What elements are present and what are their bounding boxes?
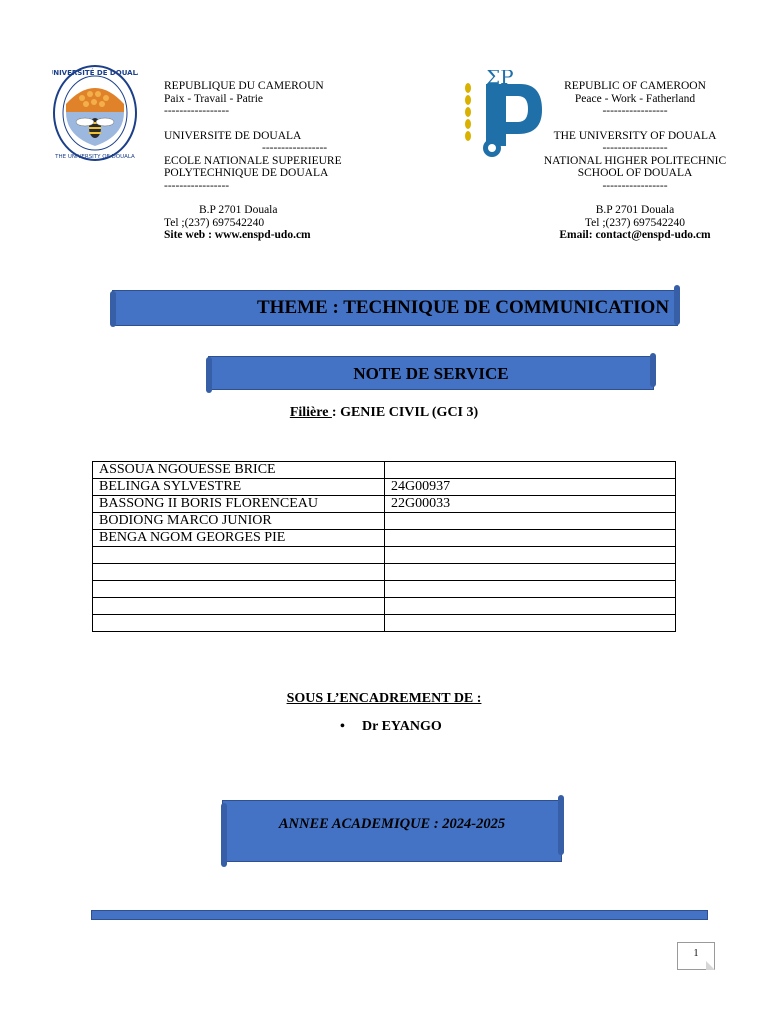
seal-top-text: UNIVERSITÉ DE DOUALA [52,69,138,77]
page-number: 1 [693,948,699,959]
po-box-en: B.P 2701 Douala [595,204,675,216]
country-fr: REPUBLIQUE DU CAMEROUN [164,80,324,92]
school-fr-line2: POLYTECHNIQUE DE DOUALA [164,167,329,179]
page-number-box [677,942,715,970]
filiere-value: : GENIE CIVIL (GCI 3) [331,405,479,420]
school-en-line2: SCHOOL OF DOUALA [577,167,693,179]
university-en: THE UNIVERSITY OF DOUALA [553,129,717,142]
university-fr: UNIVERSITE DE DOUALA [164,129,302,142]
header-right [540,80,730,242]
table-row [93,547,676,564]
filiere-line [0,405,768,421]
page-fold-icon [706,961,715,970]
member-id [385,462,676,479]
bullet-icon: • [340,719,345,734]
country-en: REPUBLIC OF CAMEROON [564,80,706,92]
member-id: 22G00033 [385,496,676,513]
school-fr-line1: ECOLE NATIONALE SUPERIEURE [164,154,342,167]
theme-banner [112,290,678,326]
note-banner [208,356,654,390]
motto-fr: Paix - Travail - Patrie [164,92,264,105]
supervisor-item [340,719,442,735]
member-name [93,615,385,632]
website: Site web : www.enspd-udo.cm [164,229,311,241]
member-id [385,615,676,632]
member-id [385,598,676,615]
member-id [385,581,676,598]
logo-letters: ΣP [486,70,514,89]
separator: ----------------- [164,179,230,192]
table-row [93,462,676,479]
member-name: ASSOUA NGOUESSE BRICE [93,462,385,479]
school-en-line1: NATIONAL HIGHER POLITECHNIC [543,154,727,167]
member-name: BODIONG MARCO JUNIOR [93,513,385,530]
member-name: BELINGA SYLVESTRE [93,479,385,496]
member-name [93,581,385,598]
academic-year: ANNEE ACADEMIQUE : 2024-2025 [278,816,506,832]
university-seal-logo [52,64,138,162]
email: Email: contact@enspd-udo.cm [559,229,711,241]
motto-en: Peace - Work - Fatherland [574,92,696,105]
member-id [385,530,676,547]
academic-year-banner [222,800,562,862]
member-name [93,564,385,581]
filiere-label: Filière [289,405,332,420]
po-box-fr: B.P 2701 Douala [199,204,278,216]
phone-en: Tel ;(237) 697542240 [584,216,686,229]
member-name: BASSONG II BORIS FLORENCEAU [93,496,385,513]
note-title: NOTE DE SERVICE [353,364,509,383]
separator: ----------------- [164,105,230,117]
table-row [93,581,676,598]
separator: ----------------- [602,105,668,117]
phone-fr: Tel ;(237) 697542240 [164,216,265,229]
table-row [93,564,676,581]
separator: ----------------- [602,179,668,192]
member-id [385,564,676,581]
theme-title: THEME : TECHNIQUE DE COMMUNICATION [257,297,670,318]
supervision-title: SOUS L’ENCADREMENT DE : [286,691,482,706]
member-name [93,598,385,615]
table-row [93,530,676,547]
supervisor-name: Dr EYANGO [362,719,442,734]
table-row [93,513,676,530]
separator: ----------------- [262,142,328,154]
seal-bottom-text: THE UNIVERSITY OF DOUALA [55,154,135,160]
members-table [92,461,676,632]
separator: ----------------- [602,142,668,154]
table-row [93,479,676,496]
member-id [385,513,676,530]
table-row [93,598,676,615]
member-id: 24G00937 [385,479,676,496]
enspd-logo [462,70,546,160]
member-name: BENGA NGOM GEORGES PIE [93,530,385,547]
member-id [385,547,676,564]
header-left [164,80,364,242]
footer-bar [91,910,708,920]
table-row [93,615,676,632]
table-row [93,496,676,513]
member-name [93,547,385,564]
